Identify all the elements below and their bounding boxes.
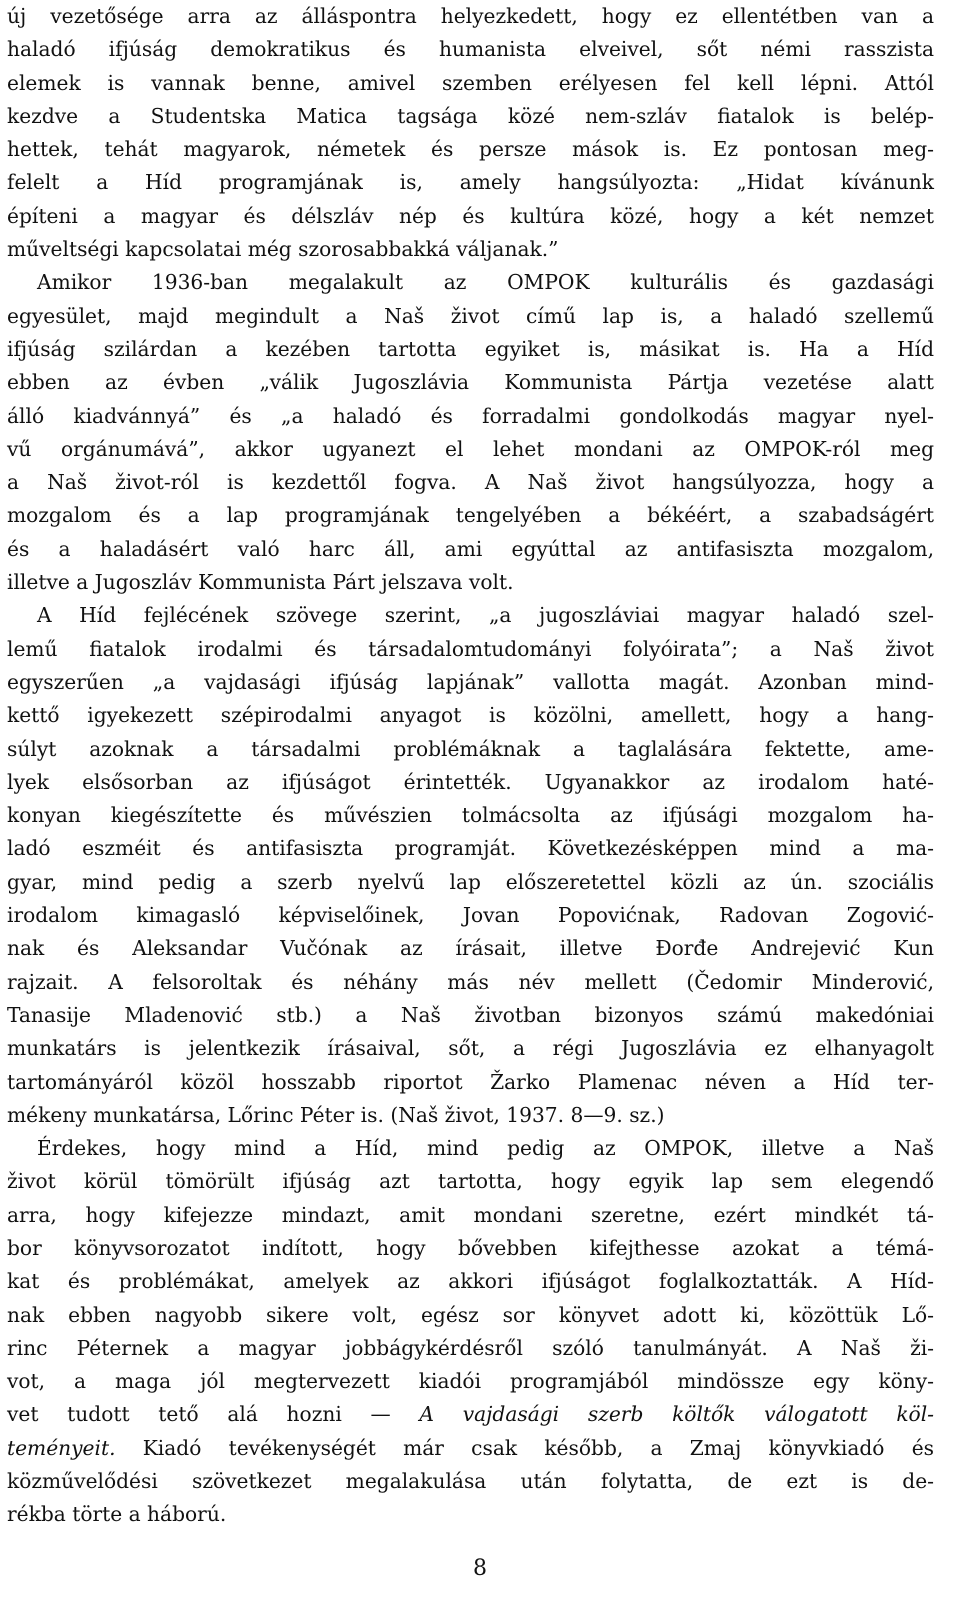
text-line: rinc Péternek a magyar jobbágykérdésről szóló tanulmányát. A Naš ži- [7,1335,934,1360]
text-line: Érdekes, hogy mind a Híd, mind pedig az OMPOK, illetve a Naš [37,1136,934,1161]
text-line: gyar, mind pedig a szerb nyelvű lap előszeretettel közli az ún. szociális [7,869,934,894]
text-line: mozgalom és a lap programjának tengelyében a békéért, a szabadságért [7,503,934,528]
page-number: 8 [473,1556,487,1581]
text-line: Amikor 1936-ban megalakult az OMPOK kulturális és gazdasági [37,270,934,295]
paragraph-4 [7,1132,934,1532]
paragraph-2 [7,266,934,599]
body-text [7,0,934,1532]
text-line: álló kiadvánnyá” és „a haladó és forradalmi gondolkodás magyar nyel- [7,403,934,428]
text-line: vű orgánumává”, akkor ugyanezt el lehet mondani az OMPOK-ról meg [7,436,934,461]
text-line: lemű fiatalok irodalmi és társadalomtudományi folyóirata”; a Naš život [7,636,934,661]
paragraph-3 [7,599,934,1132]
text-line: arra, hogy kifejezze mindazt, amit mondani szeretne, ezért mindkét tá- [7,1202,934,1227]
text-line: Tanasije Mladenović stb.) a Naš životban bizonyos számú makedóniai [7,1002,934,1027]
text-line: lyek elsősorban az ifjúságot érintették. Ugyanakkor az irodalom haté- [7,769,934,794]
text-line: rajzait. A felsoroltak és néhány más név mellett (Čedomir Minderović, [7,969,934,994]
text-line: kat és problémákat, amelyek az akkori ifjúságot foglalkoztatták. A Híd- [7,1269,934,1294]
text-line: ebben az évben „válik Jugoszlávia Kommunista Pártja vezetése alatt [7,370,934,395]
text-line: műveltségi kapcsolatai még szorosabbakká váljanak.” [7,237,559,262]
text-line: új vezetősége arra az álláspontra helyezkedett, hogy ez ellentétben van a [7,4,934,28]
text-line: nak ebben nagyobb sikere volt, egész sor könyvet adott ki, közöttük Lő- [7,1302,934,1327]
text-line [7,1398,934,1431]
text-line: vot, a maga jól megtervezett kiadói programjából mindössze egy köny- [7,1369,934,1394]
text-line: tartományáról közöl hosszabb riportot Žarko Plamenac néven a Híd ter- [7,1069,934,1094]
text-line: kettő igyekezett szépirodalmi anyagot is közölni, amellett, hogy a hang- [7,703,934,728]
paragraph-1 [7,0,934,266]
book-title-italic: teményeit. [7,1435,116,1460]
text-line: egyszerűen „a vajdasági ifjúság lapjának” vallotta magát. Azonban mind- [7,669,934,694]
text-line: közművelődési szövetkezet megalakulása után folytatta, de ezt is de- [7,1469,934,1494]
text-line: mékeny munkatársa, Lőrinc Péter is. (Naš život, 1937. 8—9. sz.) [7,1102,665,1127]
text-line: ifjúság szilárdan a kezében tartotta egyiket is, másikat is. Ha a Híd [7,336,934,361]
text-line: és a haladásért való harc áll, ami egyúttal az antifasiszta mozgalom, [7,536,934,561]
text-line: irodalom kimagasló képviselőinek, Jovan Popovićnak, Radovan Zogović- [7,903,934,928]
text-line: felelt a Híd programjának is, amely hangsúlyozta: „Hidat kívánunk [7,170,934,195]
text-line: kezdve a Studentska Matica tagsága közé nem-szláv fiatalok is belép- [7,103,934,128]
text-run: Kiadó tevékenységét már csak később, a Zmaj könyvkiadó és [115,1435,934,1460]
text-line: munkatárs is jelentkezik írásaival, sőt, a régi Jugoszlávia ez elhanyagolt [7,1036,934,1061]
text-line [7,1432,934,1465]
text-line: ladó eszméit és antifasiszta programját. Következésképpen mind a ma- [7,836,934,861]
text-line: haladó ifjúság demokratikus és humanista elveivel, sőt némi rasszista [7,37,934,62]
text-line: építeni a magyar és délszláv nép és kultúra közé, hogy a két nemzet [7,203,934,228]
book-title-italic: A vajdasági szerb költők válogatott köl- [419,1402,934,1427]
text-line: a Naš život-ról is kezdettől fogva. A Naš život hangsúlyozza, hogy a [7,470,934,495]
text-line: hettek, tehát magyarok, németek és persze mások is. Ez pontosan meg- [7,137,934,162]
text-line: rékba törte a háború. [7,1502,227,1527]
text-line: illetve a Jugoszláv Kommunista Párt jelszava volt. [7,570,514,595]
text-line: súlyt azoknak a társadalmi problémáknak a taglalására fektette, ame- [7,736,934,761]
text-line: konyan kiegészítette és művészien tolmácsolta az ifjúsági mozgalom ha- [7,803,934,828]
text-line: nak és Aleksandar Vučónak az írásait, illetve Đorđe Andrejević Kun [7,936,934,961]
text-line: život körül tömörült ifjúság azt tartotta, hogy egyik lap sem elegendő [7,1169,934,1194]
text-line: egyesület, majd megindult a Naš život című lap is, a haladó szellemű [7,303,934,328]
text-line: elemek is vannak benne, amivel szemben erélyesen fel kell lépni. Attól [7,70,934,95]
text-run: vet tudott tető alá hozni — [7,1402,420,1427]
text-line: A Híd fejlécének szövege szerint, „a jugoszláviai magyar haladó szel- [37,603,934,628]
text-line: bor könyvsorozatot indított, hogy bővebben kifejthesse azokat a témá- [7,1235,934,1260]
